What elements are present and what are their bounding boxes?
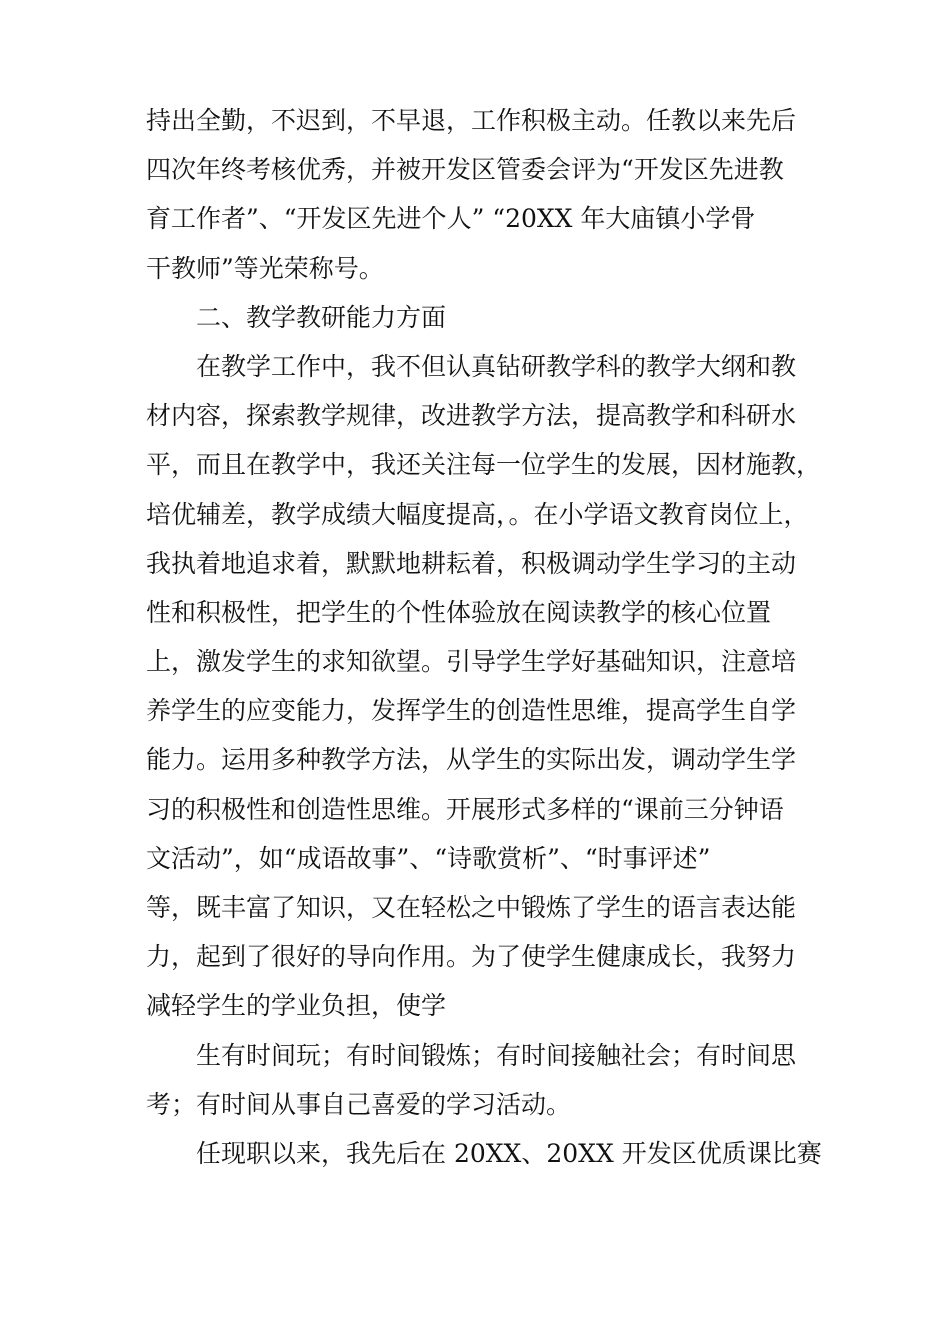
text-line: 文活动”，如“成语故事”、“诗歌赏析”、“时事评述” <box>146 843 711 873</box>
text-line: 减轻学生的学业负担，使学 <box>146 991 447 1021</box>
text-line: 养学生的应变能力，发挥学生的创造性思维，提高学生自学 <box>146 696 797 726</box>
document-body <box>146 96 822 1178</box>
text-line: 习的积极性和创造性思维。开展形式多样的“课前三分钟语 <box>146 794 784 824</box>
text-line: 考；有时间从事自己喜爱的学习活动。 <box>146 1089 572 1119</box>
text-line: 二、教学教研能力方面 <box>196 302 447 332</box>
text-line: 我执着地追求着，默默地耕耘着，积极调动学生学习的主动 <box>146 548 797 578</box>
text-line: 性和积极性，把学生的个性体验放在阅读教学的核心位置 <box>146 597 772 627</box>
text-line: 力，起到了很好的导向作用。为了使学生健康成长，我努力 <box>146 942 797 972</box>
text-line: 培优辅差，教学成绩大幅度提高，。在小学语文教育岗位上， <box>146 499 809 529</box>
text-line: 平，而且在教学中，我还关注每一位学生的发展，因材施教， <box>146 450 822 480</box>
text-line: 持出全勤，不迟到，不早退，工作积极主动。任教以来先后 <box>146 106 797 135</box>
text-line: 四次年终考核优秀，并被开发区管委会评为“开发区先进教 <box>146 155 784 185</box>
text-line: 在教学工作中，我不但认真钻研教学科的教学大纲和教 <box>196 351 797 381</box>
text-line: 等，既丰富了知识，又在轻松之中锻炼了学生的语言表达能 <box>146 893 797 922</box>
text-line: 育工作者”、“开发区先进个人” “20XX 年大庙镇小学骨 <box>146 204 756 234</box>
text-line: 材内容，探索教学规律，改进教学方法，提高教学和科研水 <box>146 401 797 431</box>
text-line: 能力。运用多种教学方法，从学生的实际出发，调动学生学 <box>146 745 797 775</box>
text-line: 干教师”等光荣称号。 <box>146 253 384 283</box>
text-line: 生有时间玩；有时间锻炼；有时间接触社会；有时间思 <box>196 1040 797 1070</box>
text-line: 上，激发学生的求知欲望。引导学生学好基础知识，注意培 <box>146 647 797 677</box>
text-line: 任现职以来，我先后在 20XX、20XX 开发区优质课比赛 <box>196 1138 822 1168</box>
